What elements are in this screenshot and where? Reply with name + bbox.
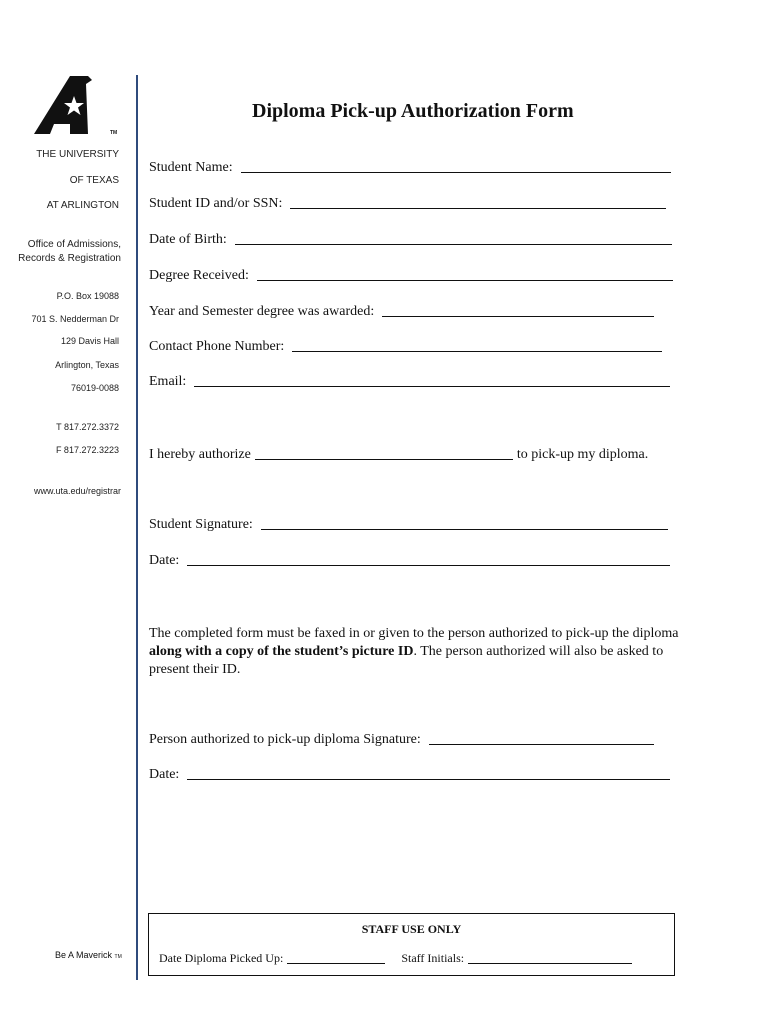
student-id-label: Student ID and/or SSN: [149,196,283,211]
email-row [149,374,670,390]
tagline-trademark: TM [114,954,122,960]
staff-initials-field[interactable] [468,962,632,964]
student-signature-row [149,517,668,533]
student-name-label: Student Name: [149,160,233,175]
student-signature-field[interactable] [261,528,668,530]
dob-field[interactable] [235,243,672,245]
authorize-prefix: I hereby authorize [149,447,251,462]
university-line-1: THE UNIVERSITY [36,149,119,160]
date-field-2[interactable] [187,778,670,780]
authorized-person-field[interactable] [255,458,513,460]
student-id-row [149,196,666,212]
year-semester-label: Year and Semester degree was awarded: [149,304,375,319]
picked-up-date-field[interactable] [287,962,385,964]
office-line-1: Office of Admissions, [27,239,121,250]
instructions-bold: along with a copy of the student’s picture ID [149,644,414,659]
instructions-part-2: . The person authorized will also be asked to present their ID. [149,644,664,677]
phone-field[interactable] [292,350,662,352]
fax-number: F 817.272.3223 [55,445,119,455]
sidebar-divider [136,75,138,980]
street-address: 701 S. Nedderman Dr [31,314,119,324]
date-row-1 [149,553,670,569]
staff-use-row [159,951,632,966]
city-state: Arlington, Texas [55,360,119,370]
phone-number: T 817.272.3372 [56,422,119,432]
university-line-3: AT ARLINGTON [46,200,119,211]
student-id-field[interactable] [290,207,666,209]
logo-trademark: TM [110,130,118,136]
student-name-field[interactable] [241,171,671,173]
website-link[interactable]: www.uta.edu/registrar [33,486,121,496]
student-name-row [149,160,671,176]
email-label: Email: [149,374,187,389]
date-row-2 [149,767,670,783]
phone-label: Contact Phone Number: [149,339,285,354]
instructions-part-1: The completed form must be faxed in or given to the person authorized to pick-up the diploma [149,626,679,641]
date-label-2: Date: [149,767,180,782]
uta-logo [30,74,125,140]
office-name [3,238,121,266]
authorize-row [149,447,648,463]
date-label-1: Date: [149,553,180,568]
dob-label: Date of Birth: [149,232,227,247]
building-address: 129 Davis Hall [60,336,119,346]
dob-row [149,232,672,248]
picked-up-label: Date Diploma Picked Up: [159,951,284,965]
tagline [55,950,122,960]
degree-field[interactable] [257,279,673,281]
student-signature-label: Student Signature: [149,517,253,532]
degree-label: Degree Received: [149,268,249,283]
email-field[interactable] [194,385,670,387]
po-box: P.O. Box 19088 [56,291,119,301]
authorized-signature-row [149,732,654,748]
office-line-2: Records & Registration [18,253,121,264]
tagline-text: Be A Maverick [55,950,113,960]
phone-row [149,339,662,355]
year-semester-field[interactable] [382,315,654,317]
university-line-2: OF TEXAS [69,175,119,186]
year-semester-row [149,304,654,320]
form-title: Diploma Pick-up Authorization Form [252,100,574,122]
staff-use-title: STAFF USE ONLY [361,922,462,936]
instructions-paragraph [149,625,679,679]
zip-code: 76019-0088 [70,383,119,393]
authorized-signature-label: Person authorized to pick-up diploma Signature: [149,732,421,747]
staff-initials-label: Staff Initials: [401,951,465,965]
authorize-suffix: to pick-up my diploma. [516,447,649,462]
date-field-1[interactable] [187,564,670,566]
staff-use-box [148,913,675,976]
degree-row [149,268,673,284]
authorized-signature-field[interactable] [429,743,654,745]
